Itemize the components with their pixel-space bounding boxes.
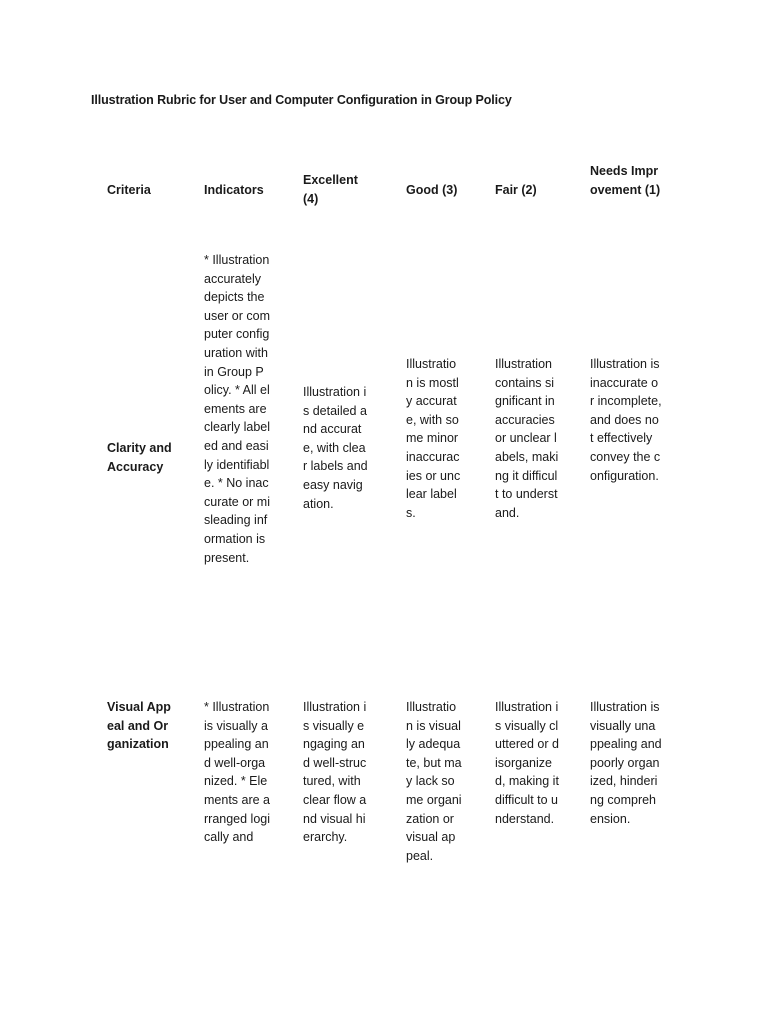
row-good: Illustration is visually adequate, but may lack some organization or visual appeal.: [406, 700, 462, 863]
header-needs-improvement: Needs Improvement (1): [590, 164, 661, 197]
row-excellent: Illustration is detailed and accurate, with clear labels and easy navigation.: [303, 385, 368, 511]
header-criteria: Criteria: [107, 183, 151, 197]
row-criteria: Visual Appeal and Organization: [107, 700, 171, 752]
document-title: Illustration Rubric for User and Computer Configuration in Group Policy: [91, 93, 512, 107]
row-good: Illustration is mostly accurate, with some minor inaccuracies or unclear labels.: [406, 357, 461, 520]
row-criteria: Clarity and Accuracy: [107, 441, 172, 474]
row-excellent: Illustration is visually engaging and well-structured, with clear flow and visual hierarchy.: [303, 700, 367, 845]
row-fair: Illustration is visually cluttered or disorganized, making it difficult to understand.: [495, 700, 559, 826]
header-fair: Fair (2): [495, 183, 537, 197]
header-excellent: Excellent (4): [303, 173, 358, 206]
row-needs-improvement: Illustration is visually unappealing and poorly organized, hindering comprehension.: [590, 700, 662, 826]
row-indicators: * Illustration accurately depicts the user or computer configuration within Group Policy. * All elements are clearly labeled and easily identifiable. * No inaccurate or misleading information is present.: [204, 253, 271, 565]
row-indicators: * Illustration is visually appealing and well-organized. * Elements are arranged logically and: [204, 700, 271, 845]
header-indicators: Indicators: [204, 183, 264, 197]
row-needs-improvement: Illustration is inaccurate or incomplete, and does not effectively convey the configuration.: [590, 357, 662, 483]
row-fair: Illustration contains significant inaccuracies or unclear labels, making it difficult to understand.: [495, 357, 559, 520]
header-good: Good (3): [406, 183, 458, 197]
